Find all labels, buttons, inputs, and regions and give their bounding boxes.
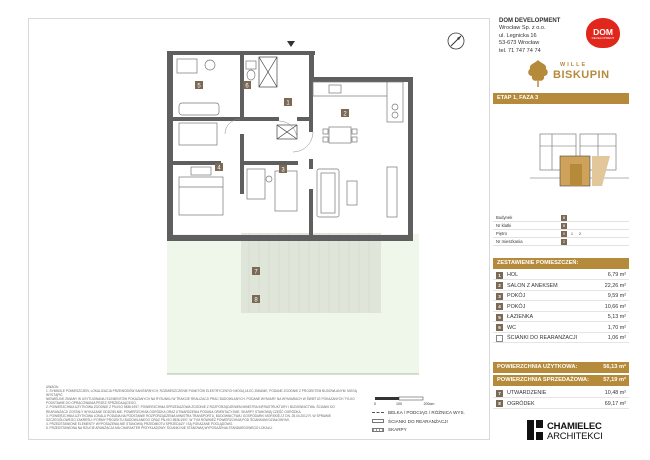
developer-line3: 53-673 Wrocław bbox=[499, 40, 540, 47]
room-area: 10,48 m² bbox=[604, 390, 626, 396]
plan-label-3: 3 bbox=[281, 167, 285, 174]
room-area: 22,26 m² bbox=[604, 282, 626, 289]
plan-label-7: 7 bbox=[254, 269, 258, 276]
note-line: SZCZEGÓŁOWEGO ZAKRESU I FORMY PROJEKTU BUDOWLANEGO ORAZ PN-ISO 9836:1997, W TYM RÓWNIEŻ POWIERZCHNIA POD ŚCIANKAMI DZIAŁOWYMI. bbox=[46, 417, 290, 422]
room-area: 1,06 m² bbox=[607, 335, 626, 341]
info-value: 0 bbox=[561, 231, 567, 237]
room-row bbox=[493, 291, 629, 301]
room-name: ŚCIANKI DO REARANŻACJI bbox=[507, 335, 578, 341]
note-line: 4. PRZEDSTAWIONE ELEMENTY WYPOSAŻENIA NIE STANOWIĄ PRZEDMIOTU SPRZEDAŻY I SĄ POKAZANE POGLĄDOWO. bbox=[46, 421, 234, 426]
developer-line1: Wrocław Sp. z o.o. bbox=[499, 25, 546, 32]
legend-item bbox=[372, 409, 465, 418]
info-extra: 1 bbox=[569, 231, 575, 237]
key-plan bbox=[530, 126, 629, 206]
legend-label: SKARPY bbox=[388, 427, 407, 433]
dom-development-logo bbox=[586, 18, 620, 48]
sales-area-row bbox=[493, 375, 629, 386]
scale-end: 200cm bbox=[423, 402, 435, 406]
room-area: 6,79 m² bbox=[607, 272, 626, 278]
plan-label-2: 2 bbox=[343, 111, 347, 118]
plan-label-5: 5 bbox=[197, 83, 201, 90]
room-row bbox=[493, 302, 629, 312]
legend bbox=[372, 409, 465, 435]
note-line: UWAGA: bbox=[46, 385, 59, 389]
kitchen-counter bbox=[313, 82, 403, 122]
note-line: 1. SYMBOLE POMIESZCZEŃ, LOKALIZACJA PRZEWODÓW SANITARNYCH, ROZMIESZCZENIE PUNKTÓW ELEKTRYCZNYCH MOGĄ ULEC ZMIANIE, PODANE ZGODNIE Z PROJEKTEM BUDOWLANYM. MOGĄ WYSTĄPIĆ bbox=[46, 389, 357, 398]
room-number: 8 bbox=[496, 400, 503, 407]
oak-leaf-logo-icon bbox=[525, 58, 551, 88]
room-number: 6 bbox=[496, 324, 503, 331]
developer-phone: tel. 71 747 74 74 bbox=[499, 47, 541, 54]
scale-zero: 0 bbox=[374, 402, 376, 406]
dom-logo-sub: DEVELOPMENT bbox=[591, 36, 615, 40]
note-line: PODSTAWIE DO OPRACOWANIA PRZEZ SPRZEDAJĄCEGO. bbox=[46, 401, 137, 406]
usable-area-row bbox=[493, 362, 629, 373]
dom-logo-text: DOM bbox=[593, 27, 613, 37]
developer-info bbox=[499, 18, 560, 55]
info-row-apartment bbox=[493, 238, 629, 246]
developer-name: DOM DEVELOPMENT bbox=[499, 18, 561, 24]
rearrangement-swatch bbox=[496, 335, 503, 342]
room-area: 9,59 m² bbox=[607, 293, 626, 299]
plan-label-1: 1 bbox=[286, 100, 290, 107]
room-number: 5 bbox=[496, 314, 503, 321]
legend-label: ŚCIANKI DO REARANŻACJI bbox=[388, 418, 448, 424]
room-row bbox=[493, 323, 629, 333]
room-row-rearrangement bbox=[493, 333, 629, 343]
room-area: 10,66 m² bbox=[604, 303, 626, 310]
room-name: POKÓJ bbox=[507, 303, 526, 310]
architect-name: CHAMIELEC bbox=[547, 421, 602, 432]
room-name: OGRÓDEK bbox=[507, 400, 535, 407]
room-name: UTWARDZENIE bbox=[507, 390, 547, 396]
wardrobe bbox=[179, 123, 217, 145]
room-row bbox=[493, 281, 629, 291]
dining-table bbox=[323, 127, 357, 143]
info-value: B bbox=[562, 224, 566, 228]
usable-area-value: 56,13 m² bbox=[603, 364, 626, 370]
outdoor-row bbox=[493, 399, 629, 409]
room-number: 7 bbox=[496, 390, 503, 397]
bed bbox=[179, 167, 223, 215]
developer-line2: ul. Legnicka 16 bbox=[499, 32, 537, 39]
brand-sub: WILLE bbox=[560, 62, 588, 68]
room-row bbox=[493, 312, 629, 322]
plan-label-4: 4 bbox=[217, 165, 221, 172]
notes bbox=[46, 385, 364, 430]
room-name: HOL bbox=[507, 272, 519, 278]
paved-area bbox=[241, 233, 381, 313]
room3-furniture bbox=[247, 169, 297, 211]
room-number: 3 bbox=[496, 293, 503, 300]
usable-area-label: POWIERZCHNIA UŻYTKOWA: bbox=[497, 364, 578, 370]
beam-swatch bbox=[372, 412, 384, 413]
sales-area-label: POWIERZCHNIA SPRZEDAŻOWA: bbox=[497, 377, 590, 383]
info-label: Nr mieszkania bbox=[496, 239, 523, 244]
room-number: 4 bbox=[496, 303, 503, 310]
plan-label-6: 6 bbox=[245, 83, 249, 90]
info-value: 2 bbox=[561, 239, 567, 245]
slope-swatch bbox=[372, 428, 384, 432]
plan-label-8: 8 bbox=[254, 297, 258, 304]
info-row-building bbox=[493, 214, 629, 222]
room-name: SALON Z ANEKSEM bbox=[507, 282, 558, 289]
note-line: NIEWIELKIE ZMIANY W USYTUOWANIU ELEMENTÓW POKAZANYCH NA RYSUNKU W TRAKCIE REALIZACJI PRAC BUDOWLANYCH. PODANE WYMIARY NA WYMIARACH W ŚWIETLE POKAZANYCH TYLKO bbox=[46, 397, 355, 402]
info-value: B bbox=[562, 216, 566, 220]
entrance-marker bbox=[287, 41, 295, 47]
room-area: 1,70 m² bbox=[607, 324, 626, 331]
room-name: WC bbox=[507, 324, 516, 331]
note-line: 2. POWIERZCHNIA UŻYTKOWA ZGODNIE Z PN-ISO 9836:1997. POWIERZCHNIA SPRZEDAŻOWA ZGODNIE Z ROZPORZĄDZENIEM MINISTRA INFRASTRUKTURY I BUDOWNICTWA. ŚCIANKI DO bbox=[46, 405, 335, 410]
info-row-staircase bbox=[493, 222, 629, 230]
stage-bar: ETAP 1, FAZA 3 bbox=[493, 93, 629, 104]
info-label: Nr klatki bbox=[496, 223, 512, 228]
north-compass-icon bbox=[447, 32, 465, 50]
scale-mid: 100 bbox=[396, 402, 402, 406]
rearrangement-swatch bbox=[372, 419, 384, 423]
room-area: 69,17 m² bbox=[604, 400, 626, 407]
room-number: 2 bbox=[496, 282, 503, 289]
sales-area-value: 57,19 m² bbox=[603, 377, 626, 383]
info-row-floor bbox=[493, 230, 629, 238]
info-extra: 2 bbox=[577, 231, 583, 237]
room-name: POKÓJ bbox=[507, 293, 526, 299]
brand-main: BISKUPIN bbox=[553, 69, 610, 81]
floor-plan-area bbox=[28, 18, 490, 440]
floor-plan-drawing bbox=[29, 19, 491, 441]
room-row bbox=[493, 270, 629, 280]
room-number: 1 bbox=[496, 272, 503, 279]
legend-label: BELKA / PODCIĄG / RÓŻNICA WYS. bbox=[388, 410, 465, 415]
info-label: Budynek bbox=[496, 215, 513, 220]
scale-bar bbox=[371, 396, 443, 406]
note-line: 3. POWIERZCHNIA UŻYTKOWA LOKALU PODANA NA PODSTAWIE ROZPORZĄDZENIA MINISTRA TRANSPORTU, BUDOWNICTWA I GOSPODARKI MORSKIEJ Z DN. 25.04.2012 R. W SPRAWIE bbox=[46, 413, 332, 418]
info-label: Piętro bbox=[496, 231, 507, 236]
outdoor-row bbox=[493, 388, 629, 398]
chamielec-logo-icon bbox=[527, 420, 543, 440]
legend-item bbox=[372, 418, 465, 427]
room-area: 5,13 m² bbox=[607, 314, 626, 320]
sofa bbox=[317, 167, 397, 217]
rooms-title: ZESTAWIENIE POMIESZCZEŃ: bbox=[493, 258, 629, 269]
note-line: 5. PRZEDSTAWIONA NA RZUCIE ARANŻACJA MA CHARAKTER PRZYKŁADOWY. ŚCIANKI NIE STANOWIĄ WYPOSAŻENIA STANDARDOWEGO LOKALU. bbox=[46, 425, 273, 430]
legend-item bbox=[372, 426, 465, 435]
architect-sub: ARCHITEKCI bbox=[547, 431, 603, 442]
room-name: ŁAZIENKA bbox=[507, 314, 534, 320]
door-swings bbox=[225, 119, 313, 152]
note-line: REARANŻACJI ZOSTAŁY WYKAZANE ODDZIELNIE. POWIERZCHNIA OGRÓDKA ORAZ UTWARDZENIA PODANA ORIENTACYJNIE. SKARPY STANOWIĄ CZĘŚĆ OGRÓDKA. bbox=[46, 409, 302, 414]
